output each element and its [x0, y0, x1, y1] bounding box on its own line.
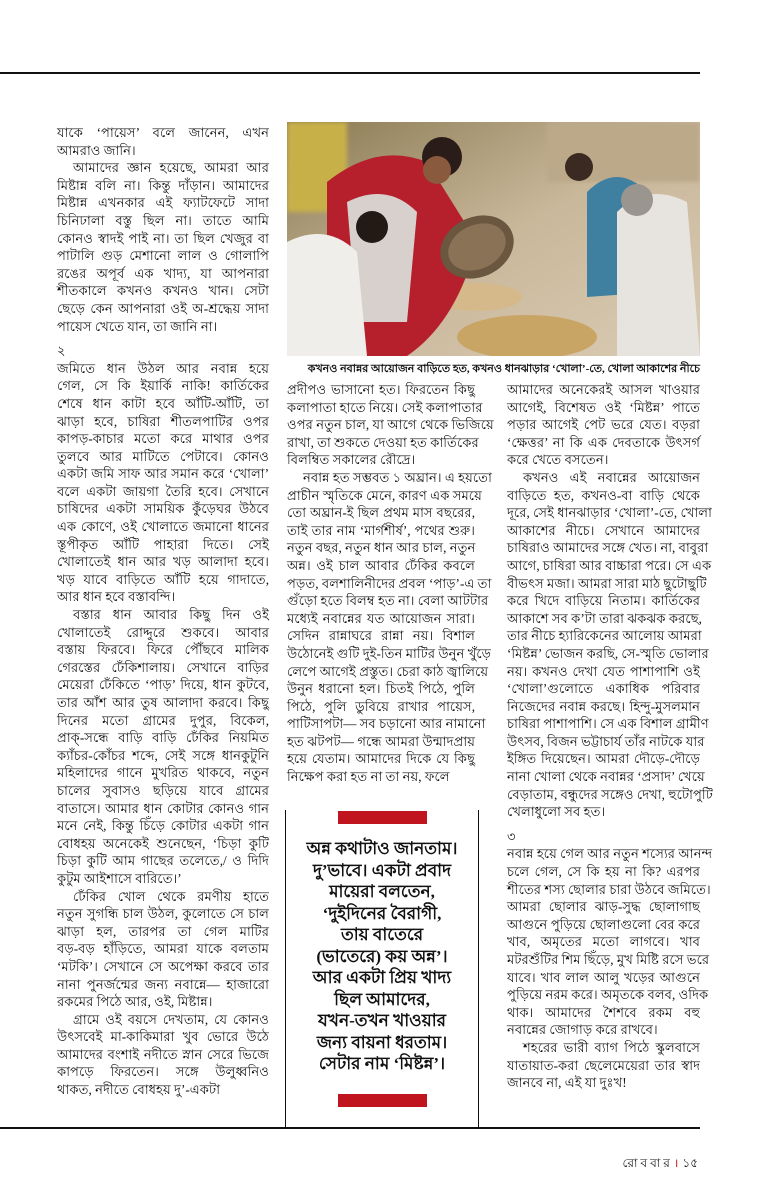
text-line: কখনও এই নবান্নের আয়োজন: [523, 469, 700, 485]
column-3: [507, 381, 713, 1092]
text-line: আকাশে সব ক’টা তারা ঝকঝক করছে,: [507, 610, 702, 626]
text-line: বাতাসে। আমার ধান কোটার কোনও গান: [57, 800, 269, 816]
text-line: নিজেদের নবান্ন করছে। হিন্দু-মুসলমান: [507, 698, 700, 714]
text-line: তুলবে আর মাটিতে পেটাবে। কোনও: [57, 448, 269, 464]
text-line: জমিতে ধান উঠল আর নবান্ন হয়ে: [57, 360, 269, 376]
pull-quote-line: আর একটা প্রিয় খাদ্য: [312, 968, 452, 987]
text-line: মিষ্টান্ন বলি না। কিন্তু দাঁড়ান। আমাদের: [57, 177, 269, 193]
paragraph: [57, 124, 269, 159]
text-line: কুটুম আইশাসে বারিতে।’: [57, 870, 182, 886]
pull-quote: [285, 810, 479, 1128]
text-line: চাষিদের একটা সাময়িক কুঁড়েঘর উঠবে: [57, 501, 269, 517]
text-line: উঠোনেই গুটি দুই-তিন মাটির উনুন খুঁড়ে: [287, 645, 492, 661]
text-line: আকাশের নীচে। সেখানে আমাদের: [507, 522, 700, 538]
text-line: আমাদের বংশাই নদীতে স্নান সেরে ভিজে: [57, 1046, 269, 1062]
text-line: সেদিন রান্নাঘরে রান্না নয়। বিশাল: [287, 628, 475, 644]
text-line: তাই তার নাম ‘মার্গশীর্ষ’, পথের শুরু।: [287, 522, 475, 538]
text-line: ‘ক্ষেত্তর’ না কি এক দেবতাকে উৎসর্গ: [507, 434, 700, 450]
paragraph: [507, 845, 713, 1039]
text-line: চাষিরা পাশাপাশি। সে এক বিশাল গ্রামীণ: [507, 716, 709, 732]
footer-separator: ।: [673, 1156, 679, 1170]
text-line: হয়ে যেতাম। আমাদের দিকে যে কিছু: [287, 751, 475, 767]
text-line: যাকে ‘পায়েস’ বলে জানেন, এখন: [57, 125, 269, 140]
text-line: খড় যাবে বাড়িতে আঁটি হয়ে গাদাতে,: [57, 571, 269, 587]
text-line: শহরের ভারী ব্যাগ পিঠে স্কুলবাসে: [523, 1039, 700, 1055]
text-line: শীতের শস্য ছোলার চারা উঠবে জমিতে।: [507, 881, 711, 897]
text-line: পিঠে, পুলি ডুবিয়ে রাখার পায়েস,: [287, 698, 475, 714]
text-line: নবান্ন হত সম্ভবত ১ অঘ্রান। এ হয়তো: [303, 469, 492, 485]
text-line: আগুনে পুড়িয়ে ছোলাগুলো বের করে: [507, 916, 700, 932]
text-line: নিক্ষেপ করা হত না তা নয়, ফলে: [287, 769, 450, 785]
text-line: ক্যাঁচর-কোঁচর শব্দে, সেই সঙ্গে ধানকুটুনি: [57, 747, 269, 763]
text-line: পুড়িয়ে নরম করে। অমৃতকে বলব, ওদিক: [507, 987, 709, 1003]
text-line: বড়-বড় হাঁড়িতে, আমরা যাকে বলতাম: [57, 941, 269, 957]
text-line: গেরস্তের ঢেঁকিশালায়। সেখানে বাড়ির: [57, 659, 269, 675]
text-line: শেষে ধান কাটা হবে আঁটি-আঁটি, তা: [57, 395, 269, 411]
text-line: মনে নেই, কিন্তু চিঁড়ে কোটার একটা গান: [57, 818, 269, 834]
paragraph: [57, 606, 269, 888]
text-line: খোলাতেই ধান আর খড় আলাদা হবে।: [57, 554, 269, 570]
text-line: বলে একটা জায়গা তৈরি হবে। সেখানে: [57, 483, 269, 499]
text-line: ইঙ্গিত দিয়েছেন। আমরা দৌড়ে-দৌড়ে: [507, 751, 700, 767]
pull-quote-line: দু’ভাবে। একটা প্রবাদ: [312, 860, 452, 880]
text-line: প্রাচীন স্মৃতিকে মেনে, কারণ এক সময়ে: [287, 487, 482, 503]
pull-quote-line: ছিল আমাদের,: [334, 989, 430, 1009]
text-line: ওপর নতুন চাল, যা আগে থেকে ভিজিয়ে: [287, 417, 494, 433]
feature-photo: [287, 122, 700, 356]
text-line: পাটিসাপটা— সব চড়ানো আর নামানো: [287, 716, 486, 732]
text-line: উনুন ধরানো হল। চিতই পিঠে, পুলি: [287, 681, 475, 697]
text-line: বাড়িতে হত, কখনও-বা বাড়ি থেকে: [507, 487, 700, 503]
pull-quote-text: [286, 838, 478, 1075]
pull-quote-line: যখন-তখন খাওয়ার: [318, 1011, 446, 1030]
text-line: নানা খোলা থেকে নবান্নর ‘প্রসাদ’ খেয়ে: [507, 769, 705, 785]
text-line: ‘খোলা’গুলোতে একাধিক পরিবার: [507, 681, 700, 697]
text-line: বস্তার ধান আবার কিছু দিন ওই: [73, 607, 269, 623]
text-line: চালের সুবাসও ছড়িয়ে যাবে গ্রামের: [57, 782, 269, 798]
text-line: চিড়া কুটি আম গাছের তলেতে,/ ও দিদি: [57, 853, 269, 869]
text-line: উৎসবেই মা-কাকিমারা খুব ভোরে উঠে: [57, 1029, 269, 1045]
text-line: চলে গেল, সে কি হয় না কি? এরপর: [507, 864, 700, 880]
text-line: যাবে। খাব লাল আলু খড়ের আগুনে: [507, 969, 700, 985]
text-line: প্রদীপও ভাসানো হত। ফিরতেন কিছু: [287, 382, 475, 397]
text-line: আর ধান হবে বস্তাবন্দি।: [57, 589, 176, 605]
text-line: তার আঁশ আর তুষ আলাদা করবে। কিছু: [57, 695, 269, 710]
text-line: আমাদের অনেকেরই আসল খাওয়ার: [507, 382, 700, 397]
page-footer: [622, 1154, 698, 1175]
top-rule: [0, 72, 700, 74]
text-line: আগেই, বিশেষত ওই ‘মিষ্টন্ন’ পাতে: [507, 399, 700, 415]
text-line: বিলম্বিত সকালের রৌদ্রে।: [287, 452, 416, 468]
text-line: আগে, চাষিরা আর বাচ্চারা পরে। সে এক: [507, 557, 712, 573]
text-line: গুঁড়ো হতে বিলম্ব হত না। বেলা আটটার: [287, 593, 489, 609]
women-sorting-rice-photo: [287, 122, 700, 356]
paragraph: [57, 1011, 269, 1099]
text-line: মহিলাদের গানে মুখরিত থাকবে, নতুন: [57, 765, 269, 781]
text-line: আমরা ছোলার ঝাড়-সুদ্ধ ছোলাগাছ: [507, 899, 700, 915]
pull-quote-line: মায়েরা বলতেন,: [329, 882, 435, 901]
text-line: অন্ন। ওই চাল আবার ঢেঁকির কবলে: [287, 557, 475, 573]
paragraph: [57, 360, 269, 606]
text-line: ‘মিষ্টন্ন’ ভোজন করছি, সে-স্মৃতি ভোলার: [507, 645, 709, 661]
text-line: আমরাও জানি।: [57, 142, 136, 158]
text-line: যাতায়াত-করা ছেলেমেয়েরা তার স্বাদ: [507, 1057, 700, 1073]
text-line: পায়েস খেতে যান, তা জানি না।: [57, 318, 218, 334]
text-line: স্তূপীকৃত আঁটি পাহারা দিতে। সেই: [57, 536, 269, 552]
text-line: করে খেতে বসতেন।: [507, 452, 609, 468]
text-line: রাখা, তা শুকতে দেওয়া হত কার্তিকের: [287, 434, 479, 450]
paragraph: [287, 469, 492, 786]
text-line: শীতকালে কখনও কখনও খান। সেটা: [57, 283, 269, 299]
text-line: তার নীচে হ্যারিকেনের আলোয় আমরা: [507, 628, 702, 644]
text-line: খাব, অমৃতের মতো লাগবে। খাব: [507, 934, 700, 950]
text-line: কলাপাতা হাতে নিয়ে। সেই কলাপাতার: [287, 399, 483, 415]
text-line: থাকত, নদীতে বোধহয় দু’-একটা: [57, 1082, 221, 1098]
footer-section-name: রো ব বা র: [622, 1156, 670, 1170]
column-2: [287, 381, 494, 786]
text-line: বেড়াতাম, বন্ধুদের সঙ্গেও দেখা, হুটোপুটি: [507, 786, 713, 802]
bottom-rule: [0, 1127, 700, 1129]
page-number: ১৫: [682, 1156, 698, 1170]
text-line: কোনও স্বাদই পাই না। তা ছিল খেজুর বা: [57, 230, 269, 246]
paragraph: [507, 381, 700, 469]
paragraph: [287, 381, 494, 469]
text-line: খেলাধুলো সব হত।: [507, 804, 606, 820]
text-line: গ্রামে ওই বয়সে দেখতাম, যে কোনও: [73, 1011, 269, 1027]
text-line: মটরশুঁটির শিম ছিঁড়ে, মুখ মিষ্টি রসে ভরে: [507, 952, 710, 967]
text-line: বস্তায় ফিরবে। ফিরে পৌঁছবে মালিক: [57, 642, 269, 658]
text-line: নতুন সুগন্ধি চাল উঠল, কুলোতে সে চাল: [57, 906, 269, 922]
text-line: কাপড়-কাচার মতো করে মাথার ওপর: [57, 431, 269, 447]
text-line: থাক। আমাদের শৈশবে রকম বহু: [507, 1004, 700, 1020]
text-line: খোলাতেই রোদ্দুরে শুকবে। আবার: [57, 624, 269, 640]
paragraph: [57, 888, 269, 1011]
text-line: হত ঝটপট— গন্ধে আমরা উন্মাদপ্রায়: [287, 733, 475, 749]
text-line: ঝাড়া হবে, চাষিরা শীতলপাটির ওপর: [57, 413, 269, 429]
text-line: দিনের মতো গ্রামের দুপুর, বিকেল,: [57, 712, 269, 728]
text-line: পড়ার আগেই পেট ভরে যেত। বড়রা: [507, 417, 700, 433]
text-line: লেপে আগেই প্রস্তুত। চেরা কাঠ জ্বালিয়ে: [287, 663, 489, 679]
pull-quote-line: (ভাতেরে) কয় অন্ন’।: [316, 946, 448, 966]
text-line: পড়ত, বলশালিনীদের প্রবল ‘পাড়’-এ তা: [287, 575, 492, 591]
text-line: গেল, সে কি ইয়ার্কি নাকি! কার্তিকের: [57, 378, 269, 394]
text-line: তো অঘ্রান-ই ছিল প্রথম মাস বছরের,: [287, 505, 475, 521]
text-line: মেয়েরা ঢেঁকিতে ‘পাড়’ দিয়ে, ধান কুটবে,: [57, 677, 269, 693]
text-line: নানা পুনর্জন্মের জন্য নবান্নে— হাজারো: [57, 976, 269, 992]
text-line: ছেড়ে কেন আপনারা ওই অ-শ্রদ্ধেয় সাদা: [57, 300, 269, 316]
text-line: বীভৎস মজা। আমরা সারা মাঠ ছুটোছুটি: [507, 575, 707, 591]
text-line: নবান্ন হয়ে গেল আর নতুন শস্যের আনন্দ: [507, 846, 713, 862]
text-line: জানবে না, এই যা দুঃখ!: [507, 1075, 627, 1091]
column-1: [57, 124, 269, 1099]
text-line: উৎসব, বিজন ভট্টাচার্য তাঁর নাটকে যার: [507, 733, 705, 749]
text-line: ঢেঁকির খোল থেকে রমণীয় হাতে: [73, 888, 269, 904]
text-line: নয়। কখনও দেখা যেত পাশাপাশি ওই: [507, 663, 700, 679]
text-line: কাপড়ে ফিরতেন। সঙ্গে উলুধ্বনিও: [57, 1064, 269, 1080]
text-line: প্রাক্-সন্ধে বাড়ি বাড়ি ঢেঁকির নিয়মিত: [57, 730, 269, 746]
text-line: পাটালি গুড় মেশানো লাল ও গোলাপি: [57, 248, 269, 264]
text-line: রঙের অপূর্ব এক খাদ্য, যা আপনারা: [57, 265, 269, 281]
text-line: করে খিদে বাড়িয়ে নিতাম। কার্তিকের: [507, 593, 700, 609]
section-number: ৩: [507, 828, 516, 844]
text-line: নবান্নের জোগাড় করে রাখবে।: [507, 1022, 658, 1038]
text-line: চিনিঢালা বস্তু ছিল না। তাতে আমি: [57, 212, 269, 228]
text-line: দূরে, সেই ধানঝাড়ার ‘খোলা’-তে, খোলা: [507, 505, 712, 521]
photo-caption: কখনও নবান্নর আয়োজন বাড়িতে হত, কখনও ধানঝাড়ার ‘খোলা’-তে, খোলা আকাশের নীচে: [307, 363, 700, 375]
pull-quote-top-bar: [338, 811, 427, 824]
pull-quote-line: জন্য বায়না ধরতাম।: [316, 1032, 448, 1052]
text-line: মধ্যেই নবান্নের যত আয়োজন সারা।: [287, 610, 475, 626]
paragraph: [57, 159, 269, 335]
text-line: এক কোণে, ওই খোলাতে জমানো ধানের: [57, 519, 269, 535]
pull-quote-bottom-bar: [338, 1094, 427, 1107]
paragraph: [507, 1039, 700, 1092]
text-line: একটা জমি সাফ আর সমান করে ‘খোলা’: [57, 466, 269, 482]
text-line: নতুন বছর, নতুন ধান আর চাল, নতুন: [287, 540, 476, 556]
paragraph: [507, 469, 713, 821]
text-line: আমাদের জ্ঞান হয়েছে, আমরা আর: [73, 160, 269, 176]
text-line: চাষিরাও আমাদের সঙ্গে খেত। না, বাবুরা: [507, 540, 709, 556]
pull-quote-line: সেটার নাম ‘মিষ্টন্ন’।: [318, 1054, 446, 1073]
text-line: মিষ্টান্ন এখনকার এই ফ্যাটফেটে সাদা: [57, 195, 269, 211]
pull-quote-line: তায় বাতেরে: [340, 925, 424, 944]
pull-quote-line: অন্ন কথাটাও জানতাম।: [306, 839, 458, 858]
pull-quote-line: ‘দুইদিনের বৈরাগী,: [322, 903, 442, 923]
text-line: ঝাড়া হল, তারপর তা গেল মাটির: [57, 923, 269, 939]
text-line: রকমের পিঠে আর, ওই, মিষ্টান্ন।: [57, 994, 213, 1010]
text-line: ‘মটকি’। সেখানে সে অপেক্ষা করবে তার: [57, 958, 269, 974]
section-number: ২: [57, 343, 66, 359]
text-line: বোধহয় অনেকেই শুনেছেন, ‘চিড়া কুটি: [57, 835, 269, 851]
